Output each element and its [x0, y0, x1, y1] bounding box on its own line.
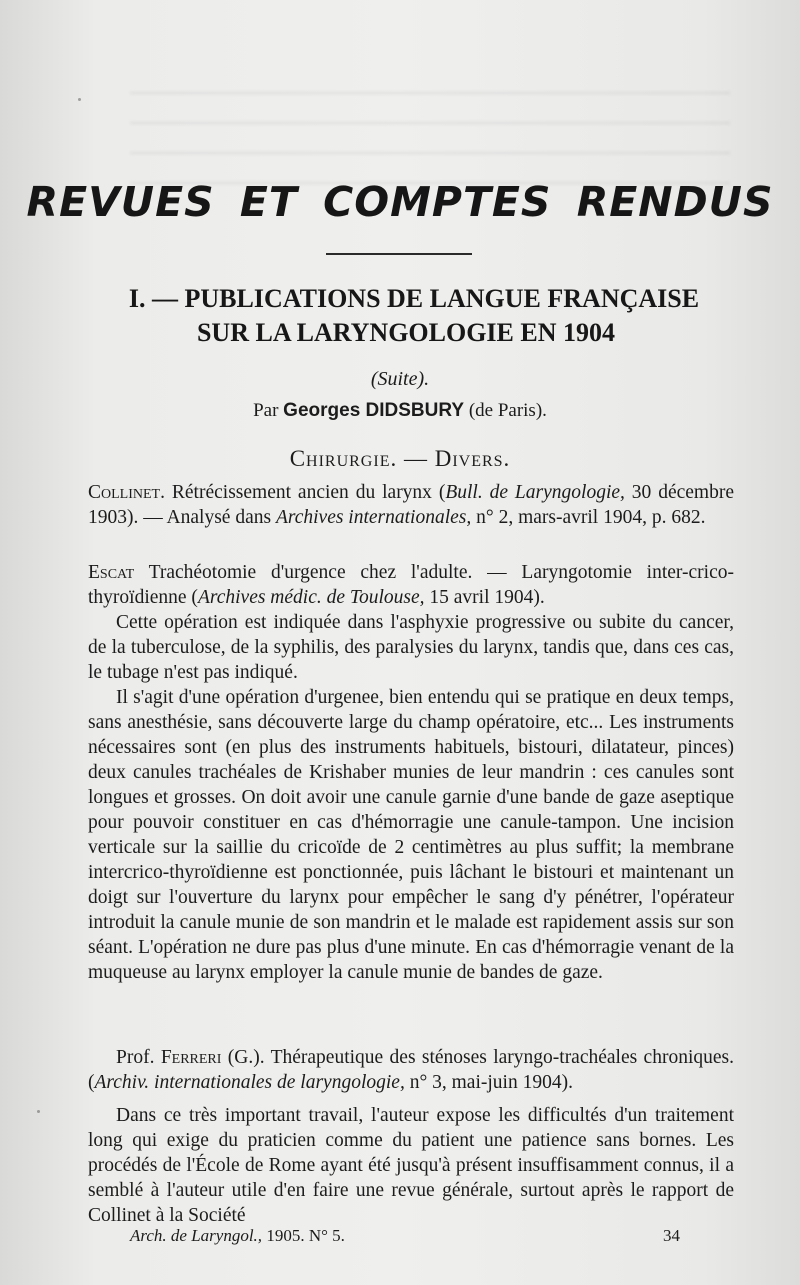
entry-text: (G.). Thérapeutique des sténoses laryngo-trachéales chroniques. ( — [88, 1047, 734, 1093]
title-divider — [326, 253, 472, 255]
paragraph-procedure: Il s'agit d'une opération d'urgenee, bien entendu qui se pratique en deux temps, sans anesthésie, sans découverte large du champ opératoire, etc... Les instruments nécessaires sont (en plus des instruments habituels, bistouri, dilatateur, pinces) deux canules trachéales de Krishaber munies de leur mandrin : ces canules sont longues et grosses. On doit avoir une canule garnie d'une bande de gaze aseptique pour pouvoir constituer en cas d'hémorragie une canule-tampon. Une incision verticale sur la saillie du cricoïde de 2 centimètres au plus suffit; la membrane intercrico-thyroïdienne est ponctionnée, puis lâchant le bistouri et maintenant un doigt sur l'ouverture du larynx pour empêcher le sang d'y pénétrer, l'opérateur introduit la canule munie de son mandrin et le malade est rapidement assis sur son séant. L'opération ne dure pas plus d'une minute. En cas d'hémorragie venant de la muqueuse au larynx employer la canule munie de bandes de gaze. — [88, 687, 734, 983]
byline-author: Georges DIDSBURY — [283, 400, 465, 421]
footer-journal: Arch. de Laryngol., — [130, 1226, 263, 1245]
entry-text: Rétrécissement ancien du larynx ( — [164, 482, 446, 503]
entry-text: n° 3, mai-juin 1904). — [404, 1072, 573, 1093]
page-title: REVUES ET COMPTES RENDUS — [26, 178, 774, 226]
entry-text: n° 2, mars-avril 1904, p. 682. — [471, 507, 706, 528]
entry-source: Bull. de Laryngologie, — [445, 482, 625, 503]
subsection-heading: Chirurgie. — Divers. — [289, 446, 511, 471]
print-speck — [78, 98, 81, 101]
entry-source: Archiv. internationales de laryngologie, — [94, 1072, 405, 1093]
entry-author: Ferreri — [160, 1047, 222, 1068]
print-speck — [37, 1110, 40, 1113]
entry-collinet — [88, 480, 734, 530]
footer-issue: 1905. N° 5. — [266, 1226, 345, 1245]
entry-author: Escat — [88, 562, 135, 583]
paragraph-review: Dans ce très important travail, l'auteur expose les difficultés d'un traitement long qui exige du praticien comme du patient une patience sans bornes. Les procédés de l'École de Rome ayant été jusqu'à présent insuffisamment connus, il a semblé à l'auteur utile d'en faire une revue générale, surtout après le rapport de Collinet à la Société — [88, 1105, 734, 1226]
entry-text: Trachéotomie d'urgence chez l'adulte. — Laryngotomie inter-crico-thyroïdienne ( — [88, 562, 734, 608]
entry-source: Archives médic. de Toulouse, — [197, 587, 425, 608]
continuation-note: (Suite). — [370, 368, 430, 390]
paragraph-indications: Cette opération est indiquée dans l'asphyxie progressive ou subite du cancer, de la tuberculose, de la syphilis, des paralysies du larynx, tandis que, dans ces cas, le tubage n'est pas indiqué. — [88, 612, 734, 683]
byline-suffix: (de Paris). — [468, 400, 547, 421]
entry-escat-block — [88, 560, 734, 985]
byline — [0, 400, 800, 422]
section-heading-line1: I. — PUBLICATIONS DE LANGUE FRANÇAISE — [128, 284, 700, 313]
entry-ferreri-block — [88, 1045, 734, 1228]
byline-prefix: Par — [253, 400, 279, 421]
entry-source: Archives internationales, — [275, 507, 472, 528]
entry-prefix: Prof. — [116, 1047, 161, 1068]
entry-text: 15 avril 1904). — [424, 587, 545, 608]
page-footer — [130, 1226, 680, 1246]
page-number: 34 — [663, 1226, 680, 1245]
entry-text: 30 décembre 1903). — Analysé dans — [88, 482, 734, 528]
entry-author: Collinet. — [88, 482, 165, 503]
section-heading-line2: SUR LA LARYNGOLOGIE EN 1904 — [196, 318, 616, 347]
